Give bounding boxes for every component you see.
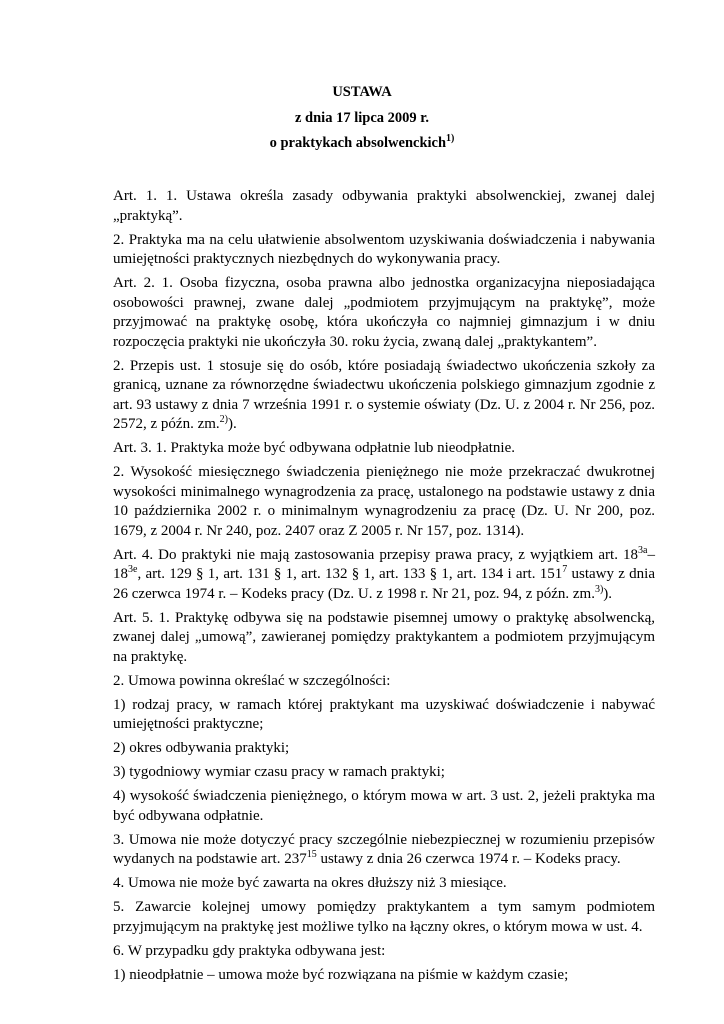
- paragraph: 2. Praktyka ma na celu ułatwienie absolwentom uzyskiwania doświadczenia i nabywania umiejętności praktycznych niezbędnych do wykonywania pracy.: [113, 231, 655, 267]
- paragraph: Art. 2. 1. Osoba fizyczna, osoba prawna albo jednostka organizacyjna nieposiadająca osobowości prawnej, zwane dalej „podmiotem przyjmującym na praktykę”, może przyjmować na praktykę osobę, która ukończyła co najmniej gimnazjum i w dniu rozpoczęcia praktyki nie ukończyła 30. roku życia, zwaną dalej „praktykantem”.: [113, 275, 655, 350]
- act-subject-text: o praktykach absolwenckich: [269, 135, 447, 151]
- paragraph-text: ).: [603, 585, 613, 602]
- paragraph: 3) tygodniowy wymiar czasu pracy w ramach praktyki;: [113, 764, 445, 780]
- paragraph-text: ustawy z dnia 26 czerwca 1974 r. – Kodeks pracy.: [316, 851, 621, 867]
- paragraph-text: , art. 129 § 1, art. 131 § 1, art. 132 § 1, art. 133 § 1, art. 134 i art. 151: [137, 566, 563, 582]
- paragraph: 1) nieodpłatnie – umowa może być rozwiązana na piśmie w każdym czasie;: [113, 966, 569, 983]
- superscript: 15: [306, 849, 317, 860]
- paragraph: Art. 1. 1. Ustawa określa zasady odbywania praktyki absolwenckiej, zwanej dalej „praktyką”.: [113, 188, 655, 224]
- footnote-ref: 3): [594, 583, 604, 595]
- paragraph: [113, 831, 655, 870]
- paragraph-text: 2. Przepis ust. 1 stosuje się do osób, które posiadają świadectwo ukończenia szkoły za granicą, uznane za równorzędne świadectwu ukończenia polskiego gimnazjum zgodnie z art. 93 ustawy z dnia 7 września 1991 r. o systemie oświaty (Dz. U. z 2004 r. Nr 256, poz. 2572, z późn. zm.: [113, 357, 655, 432]
- paragraph: 6. W przypadku gdy praktyka odbywana jest:: [113, 942, 386, 959]
- paragraph: 2) okres odbywania praktyki;: [113, 740, 290, 756]
- footnote-ref: 2): [219, 414, 228, 425]
- paragraph: 2. Wysokość miesięcznego świadczenia pieniężnego nie może przekraczać dwukrotnej wysokości minimalnego wynagrodzenia za pracę, ustalonego na podstawie ustawy z dnia 10 października 2002 r. o minimalnym wynagrodzeniu za pracę (Dz. U. Nr 200, poz. 1679, z 2004 r. Nr 240, poz. 2407 oraz Z 2005 r. Nr 157, poz. 1314).: [113, 464, 655, 539]
- superscript: 7: [562, 564, 568, 575]
- paragraph: 2. Umowa powinna określać w szczególności:: [113, 672, 391, 689]
- paragraph: 4) wysokość świadczenia pieniężnego, o którym mowa w art. 3 ust. 2, jeżeli praktyka ma być odbywana odpłatnie.: [113, 788, 655, 824]
- document-body: [113, 187, 655, 990]
- footnote-ref: 1): [446, 133, 455, 144]
- act-title: USTAWA: [332, 84, 392, 100]
- paragraph-text: ).: [227, 416, 237, 432]
- paragraph-text: ustawy z dnia 26 czerwca 1974 r. – Kodeks pracy (Dz. U. z 1998 r. Nr 21, poz. 94, z późn. zm.: [113, 566, 655, 602]
- paragraph: [113, 357, 655, 435]
- superscript: 3e: [128, 564, 138, 575]
- paragraph: [113, 546, 655, 605]
- act-subject: [0, 135, 724, 152]
- paragraph: Art. 3. 1. Praktyka może być odbywana odpłatnie lub nieodpłatnie.: [113, 440, 515, 456]
- superscript: 3a: [638, 544, 648, 556]
- act-date: z dnia 17 lipca 2009 r.: [294, 110, 429, 126]
- paragraph: 1) rodzaj pracy, w ramach której praktykant ma uzyskiwać doświadczenie i nabywać umiejętności praktyczne;: [113, 696, 655, 732]
- paragraph: 5. Zawarcie kolejnej umowy pomiędzy praktykantem a tym samym podmiotem przyjmującym na praktykę jest możliwe tylko na łączny okres, o którym mowa w ust. 4.: [113, 899, 655, 935]
- paragraph-text: Art. 4. Do praktyki nie mają zastosowania przepisy prawa pracy, z wyjątkiem art. 18: [113, 546, 639, 563]
- paragraph: Art. 5. 1. Praktykę odbywa się na podstawie pisemnej umowy o praktykę absolwencką, zwanej dalej „umową”, zawieranej pomiędzy praktykantem a podmiotem przyjmującym na praktykę.: [113, 609, 655, 665]
- paragraph-text: 3. Umowa nie może dotyczyć pracy szczególnie niebezpiecznej w rozumieniu przepisów wydanych na podstawie art. 237: [113, 831, 655, 867]
- paragraph-text: –18: [113, 546, 655, 582]
- paragraph: 4. Umowa nie może być zawarta na okres dłuższy niż 3 miesiące.: [113, 875, 507, 891]
